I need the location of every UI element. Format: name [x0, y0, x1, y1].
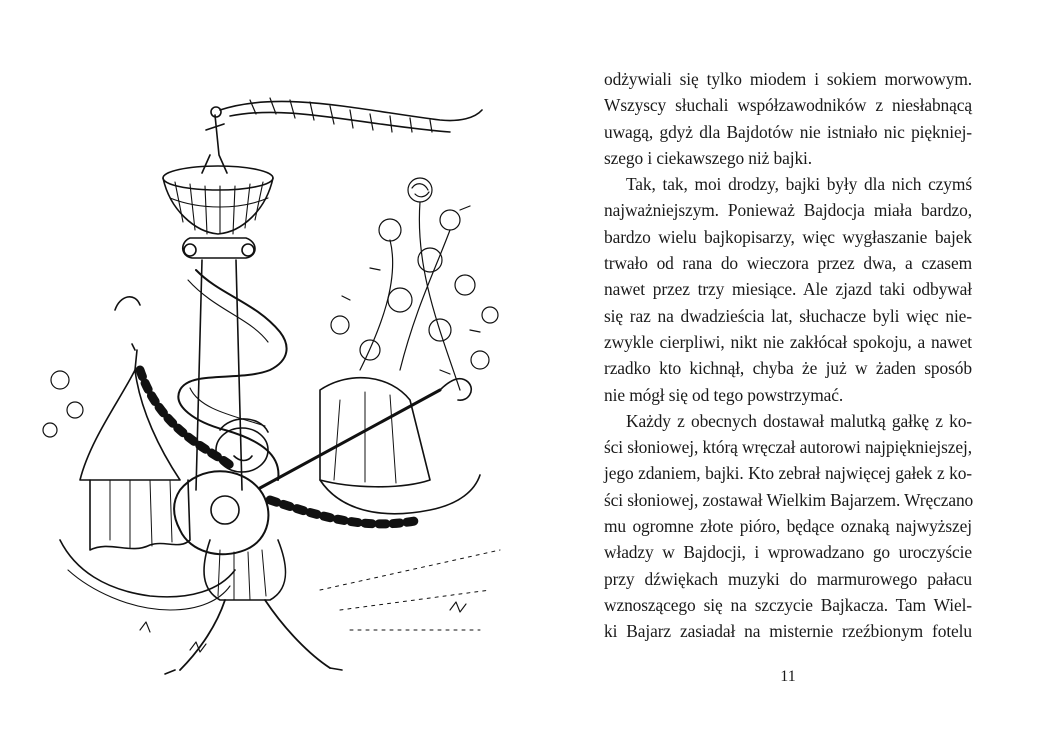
text-line: zwykle cierpliwi, nikt nie zakłócał spokoju, a nawet — [604, 331, 972, 352]
text-column — [604, 66, 972, 645]
fairy-tale-illustration-icon — [20, 70, 540, 690]
text-line: władzy w Bajdocji, i wprowadzano go uroczyście — [604, 542, 972, 563]
text-line: uwagą, gdyż dla Bajdotów nie istniało nic piękniej- — [604, 121, 972, 142]
page-number: 11 — [780, 668, 796, 685]
text-line: rzadko kto kichnął, chyba że już w żaden sposób — [604, 358, 972, 379]
text-line: się raz na dwadzieścia lat, słuchacze byli więc nie- — [604, 305, 972, 326]
text-line: jego zdaniem, bajki. Kto zebrał najwięcej gałek z ko- — [604, 463, 972, 484]
text-line: nie mógł się od tego powstrzymać. — [604, 384, 844, 405]
text-line: mu ogromne złote pióro, będące oznaką najwyższej — [604, 516, 972, 537]
text-line: ki Bajarz zasiadał na misternie rzeźbionym fotelu — [604, 621, 972, 642]
text-line: przy dźwiękach muzyki do marmurowego pałacu — [604, 568, 972, 589]
text-line: nawet przez trzy miesiące. Ale zjazd taki odbywał — [604, 279, 972, 300]
text-line: bardzo wielu bajkopisarzy, więc wygłaszanie bajek — [604, 226, 972, 247]
text-line: szego i ciekawszego niż bajki. — [604, 147, 813, 168]
text-line: ści słoniowej, którą wręczał autorowi najpiękniejszej, — [604, 437, 972, 458]
text-line: najważniejszym. Ponieważ Bajdocja miała bardzo, — [604, 200, 972, 221]
text-line: trwało od rana do wieczora przez dwa, a czasem — [604, 253, 972, 274]
text-line: ści słoniowej, zostawał Wielkim Bajarzem. Wręczano — [604, 489, 974, 510]
text-line: wznoszącego się na szczycie Bajkacza. Tam Wiel- — [604, 594, 972, 615]
text-line: Wszyscy słuchali współzawodników z niesłabnącą — [604, 95, 972, 116]
text-line: Tak, tak, moi drodzy, bajki były dla nich czymś — [626, 174, 972, 195]
text-line: odżywiali się tylko miodem i sokiem morwowym. — [604, 69, 972, 89]
text-line: Każdy z obecnych dostawał malutką gałkę z ko- — [626, 410, 972, 431]
